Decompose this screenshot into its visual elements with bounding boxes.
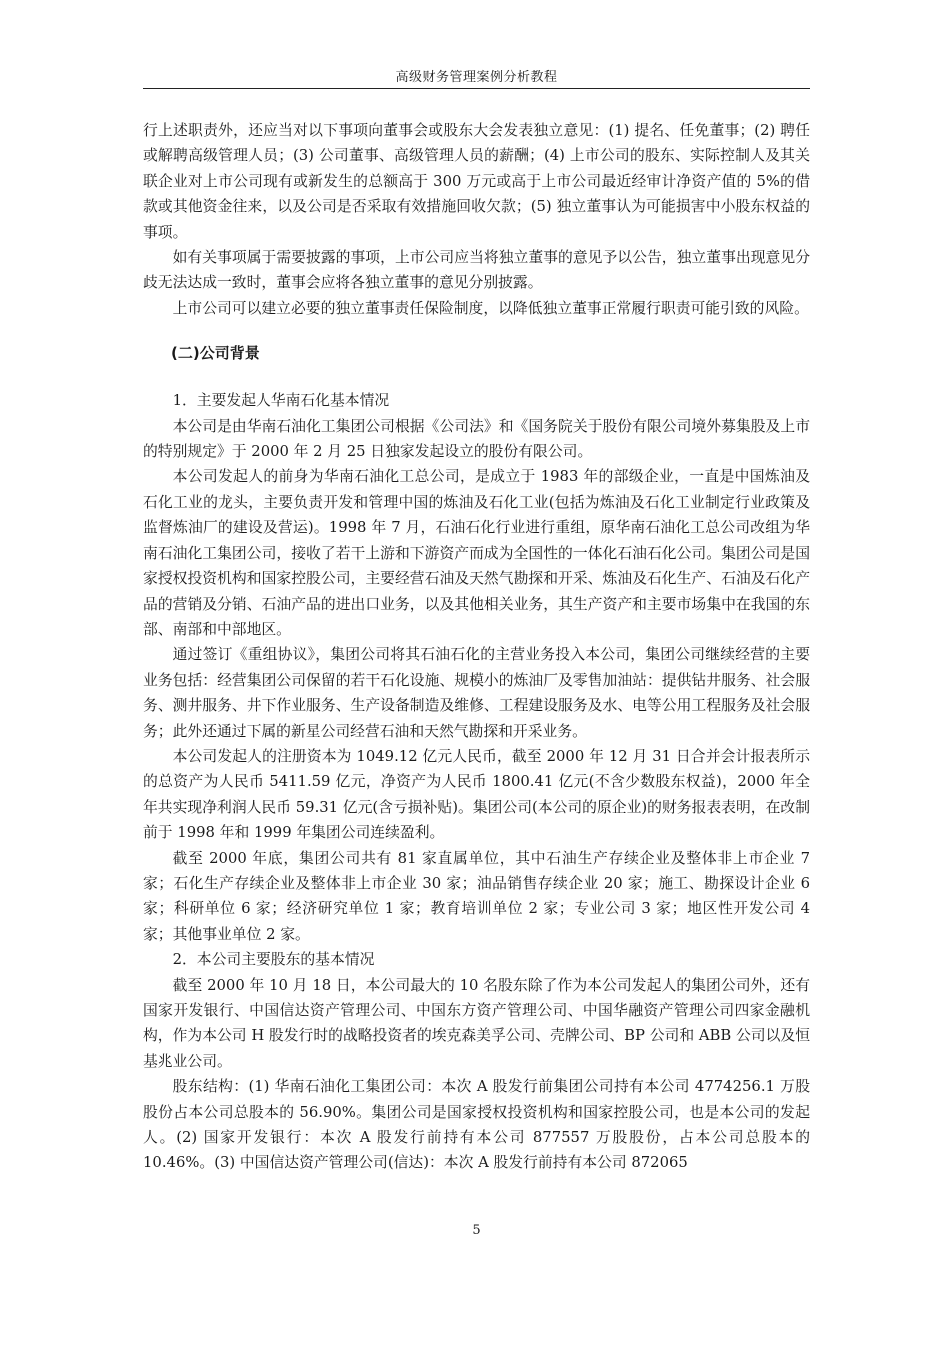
page-number: 5 <box>472 1223 481 1238</box>
paragraph: 上市公司可以建立必要的独立董事责任保险制度，以降低独立董事正常履行职责可能引致的风险。 <box>172 299 809 317</box>
paragraph: 本公司是由华南石油化工集团公司根据《公司法》和《国务院关于股份有限公司境外募集股及上市的特别规定》于 2000 年 2 月 25 日独家发起设立的股份有限公司。 <box>143 417 810 461</box>
paragraph: 股东结构：(1) 华南石油化工集团公司：本次 A 股发行前集团公司持有本公司 4774256.1 万股股份占本公司总股本的 56.90%。集团公司是国家授权投资机构和国家控股公司，也是本公司的发起人。(2) 国家开发银行：本次 A 股发行前持有本公司 877557 万股股份，占本公司总股本的 10.46%。(3) 中国信达资产管理公司(信达)：本次 A 股发行前持有本公司 872065 <box>143 1078 810 1172</box>
paragraph: 通过签订《重组协议》，集团公司将其石油石化的主营业务投入本公司，集团公司继续经营的主要业务包括：经营集团公司保留的若干石化设施、规模小的炼油厂及零售加油站：提供钻井服务、社会服务、测井服务、井下作业服务、生产设备制造及维修、工程建设服务及水、电等公用工程服务及社会服务；此外还通过下属的新星公司经营石油和天然气勘探和开采业务。 <box>143 646 810 740</box>
subsection-heading: 2．本公司主要股东的基本情况 <box>172 951 375 969</box>
paragraph: 截至 2000 年 10 月 18 日，本公司最大的 10 名股东除了作为本公司发起人的集团公司外，还有国家开发银行、中国信达资产管理公司、中国东方资产管理公司、中国华融资产管理公司四家金融机构，作为本公司 H 股发行时的战略投资者的埃克森美孚公司、壳牌公司、BP 公司和 ABB 公司以及恒基兆业公司。 <box>143 976 810 1070</box>
paragraph: 如有关事项属于需要披露的事项，上市公司应当将独立董事的意见予以公告，独立董事出现意见分歧无法达成一致时，董事会应将各独立董事的意见分别披露。 <box>143 249 810 292</box>
header-rule <box>143 88 810 89</box>
section-title: (二)公司背景 <box>171 344 260 363</box>
subsection-heading: 1．主要发起人华南石化基本情况 <box>172 392 390 410</box>
page-body <box>143 118 810 1176</box>
paragraph: 本公司发起人的前身为华南石油化工总公司，是成立于 1983 年的部级企业，一直是中国炼油及石化工业的龙头，主要负责开发和管理中国的炼油及石化工业(包括为炼油及石化工业制定行业政策及监督炼油厂的建设及营运)。1998 年 7 月，石油石化行业进行重组，原华南石油化工总公司改组为华南石油化工集团公司，接收了若干上游和下游资产而成为全国性的一体化石油石化公司。集团公司是国家授权投资机构和国家控股公司，主要经营石油及天然气勘探和开采、炼油及石化生产、石油及石化产品的营销及分销、石油产品的进出口业务，以及其他相关业务，其生产资产和主要市场集中在我国的东部、南部和中部地区。 <box>143 468 810 638</box>
running-header: 高级财务管理案例分析教程 <box>395 70 558 85</box>
paragraph: 本公司发起人的注册资本为 1049.12 亿元人民币，截至 2000 年 12 月 31 日合并会计报表所示的总资产为人民币 5411.59 亿元，净资产为人民币 1800.41 亿元(不含少数股东权益)，2000 年全年共实现净利润人民币 59.31 亿元(含亏损补贴)。集团公司(本公司的原企业)的财务报表表明，在改制前于 1998 年和 1999 年集团公司连续盈利。 <box>143 747 810 842</box>
paragraph: 行上述职责外，还应当对以下事项向董事会或股东大会发表独立意见：(1) 提名、任免董事；(2) 聘任或解聘高级管理人员；(3) 公司董事、高级管理人员的薪酬；(4) 上市公司的股东、实际控制人及其关联企业对上市公司现有或新发生的总额高于 300 万元或高于上市公司最近经审计净资产值的 5%的借款或其他资金往来，以及公司是否采取有效措施回收欠款；(5) 独立董事认为可能损害中小股东权益的事项。 <box>143 122 810 241</box>
paragraph: 截至 2000 年底，集团公司共有 81 家直属单位，其中石油生产存续企业及整体非上市企业 7 家；石化生产存续企业及整体非上市企业 30 家；油品销售存续企业 20 家；施工、勘探设计企业 6 家；科研单位 6 家；经济研究单位 1 家；教育培训单位 2 家；专业公司 3 家；地区性开发公司 4 家；其他事业单位 2 家。 <box>143 849 810 943</box>
